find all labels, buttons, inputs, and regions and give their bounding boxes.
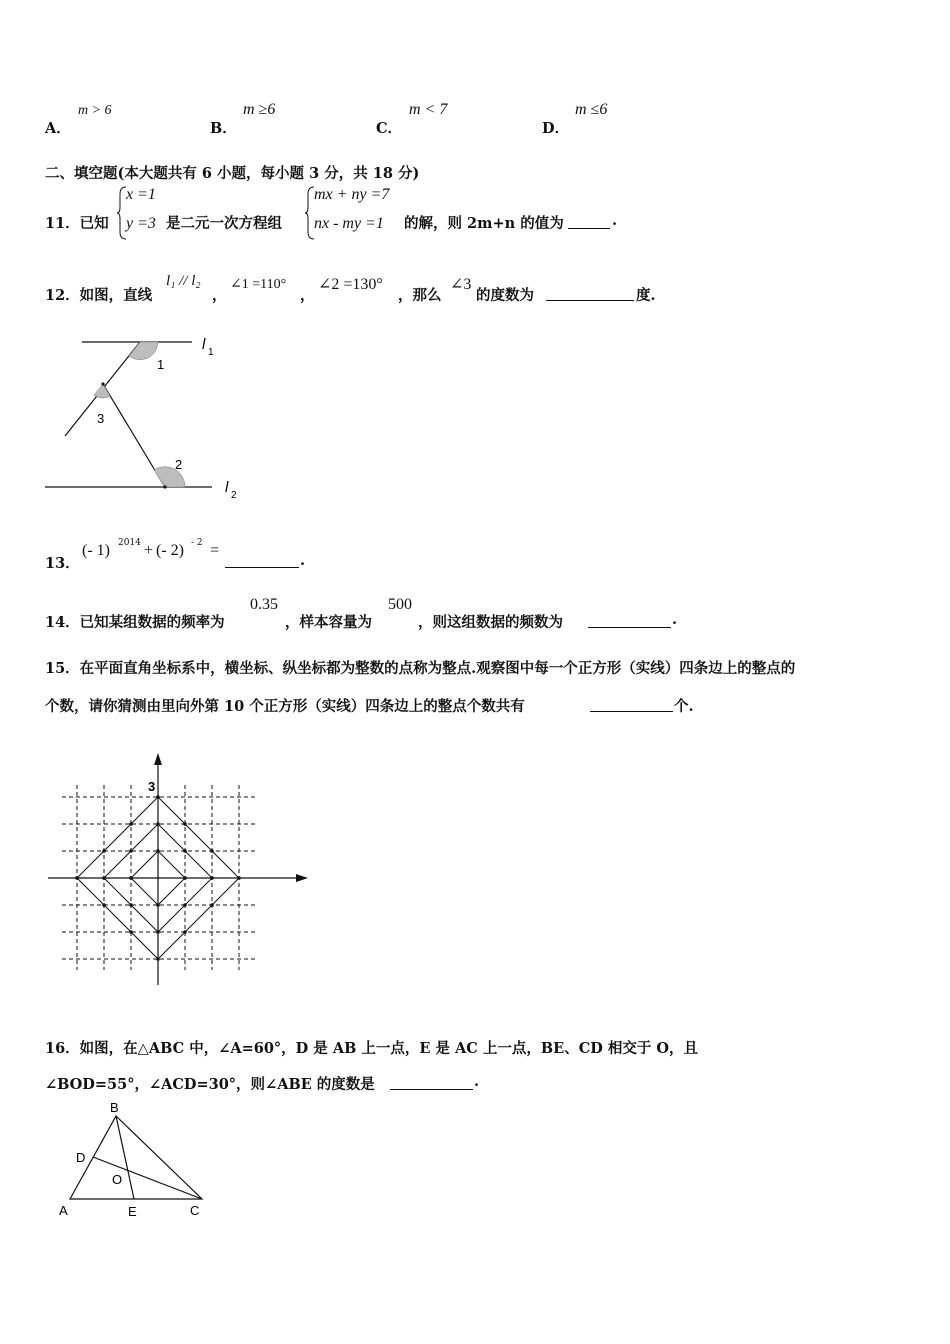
q12-label-l2-sub: 2 <box>231 490 237 501</box>
q11-mid-text: 是二元一次方程组 <box>166 215 282 232</box>
q16-label-d: D <box>76 1150 86 1165</box>
q13-plus: + <box>144 542 154 559</box>
q15-x-axis-arrow <box>296 874 308 882</box>
q15-line-1: 15．在平面直角坐标系中，横坐标、纵坐标都为整数的点称为整点.观察图中每一个正方形（实线）四条边上的整点的 <box>45 660 796 677</box>
option-b-expr: m ≥6 <box>243 101 276 118</box>
q13-answer-blank <box>225 553 299 568</box>
q15-y-axis-arrow <box>154 753 162 765</box>
q12-figure <box>40 330 250 505</box>
q13-number: 13． <box>45 555 80 572</box>
q14-text-tail: ，则这组数据的频数为 <box>418 614 563 631</box>
q11-end: . <box>612 212 618 229</box>
q14-end: . <box>672 611 678 628</box>
q14-text-pre: 14．已知某组数据的频率为 <box>45 614 225 631</box>
q12-label-3: 3 <box>97 411 105 426</box>
q11-sys1-line2: y =3 <box>126 215 156 232</box>
q16-end: . <box>474 1073 480 1090</box>
q16-answer-blank <box>390 1075 473 1090</box>
q16-segment-cd <box>93 1157 202 1199</box>
q13-end: . <box>300 552 306 569</box>
q12-label-l2: l <box>225 479 229 496</box>
option-d-expr: m ≤6 <box>575 101 608 118</box>
q12-vertex-point <box>101 382 104 385</box>
q12-mid-text: ，那么 <box>398 287 442 304</box>
q12-label-l1-sub: 1 <box>208 347 214 358</box>
q12-l2-point <box>163 485 166 488</box>
q12-answer-blank <box>546 286 634 301</box>
q16-label-a: A <box>59 1203 68 1218</box>
option-b-letter: B． <box>210 120 237 137</box>
q16-line-2: ∠BOD=55°，∠ACD=30°，则∠ABE 的度数是 <box>45 1076 375 1093</box>
q13-exponent-1: 2014 <box>118 538 141 548</box>
q12-label-l1: l <box>202 336 206 353</box>
option-c-letter: C． <box>376 120 403 137</box>
q13-base-2: (- 2) <box>156 542 184 559</box>
q12-label-1: 1 <box>157 357 165 372</box>
q16-label-e: E <box>128 1204 137 1219</box>
q15-axis-label-3: 3 <box>148 779 156 794</box>
option-a-letter: A． <box>45 120 71 137</box>
q12-angle-1-mark <box>129 342 158 360</box>
q13-equals: = <box>210 542 220 559</box>
q12-angle-3: ∠3 <box>450 276 472 293</box>
q16-line-1: 16．如图，在△ABC 中，∠A=60°，D 是 AB 上一点，E 是 AC 上一点，BE、CD 相交于 O，且 <box>45 1040 699 1057</box>
q12-parallel-expr: l₁ // l₂ <box>166 273 201 289</box>
q16-figure <box>50 1098 220 1223</box>
option-a-expr: m > 6 <box>78 103 112 118</box>
q15-end: 个. <box>674 698 694 715</box>
q12-comma-1: ， <box>212 287 227 304</box>
q12-label-2: 2 <box>175 457 183 472</box>
q12-angle-2: ∠2 =130° <box>318 276 383 293</box>
q15-line-2: 个数，请你猜测由里向外第 10 个正方形（实线）四条边上的整点个数共有 <box>45 698 525 715</box>
section-2-title: 二、填空题(本大题共有 6 小题，每小题 3 分，共 18 分) <box>45 165 420 182</box>
q14-answer-blank <box>588 613 671 628</box>
q14-sample-size: 500 <box>388 596 412 613</box>
q11-sys1-line1: x =1 <box>126 186 156 203</box>
q15-answer-blank <box>590 697 673 712</box>
q11-tail-text: 的解，则 2m+n 的值为 <box>404 215 564 232</box>
option-d-letter: D． <box>542 120 570 137</box>
q14-frequency: 0.35 <box>250 596 278 613</box>
q16-label-o: O <box>112 1172 123 1187</box>
q13-exponent-2: - 2 <box>191 538 203 548</box>
q12-end: 度. <box>636 287 656 304</box>
q12-comma-2: ， <box>300 287 315 304</box>
q11-number: 11．已知 <box>45 215 109 232</box>
q14-text-mid: ，样本容量为 <box>285 614 372 631</box>
q16-label-c: C <box>190 1203 200 1218</box>
q11-sys2-line1: mx + ny =7 <box>314 186 390 203</box>
q11-answer-blank <box>568 214 610 229</box>
q16-triangle-abc <box>70 1116 202 1199</box>
option-c-expr: m < 7 <box>409 101 448 118</box>
q12-tail-text: 的度数为 <box>476 287 534 304</box>
q15-figure <box>40 745 320 985</box>
q11-sys2-line2: nx - my =1 <box>314 215 384 232</box>
q13-base-1: (- 1) <box>82 542 110 559</box>
q16-label-b: B <box>110 1100 119 1115</box>
q12-number: 12．如图，直线 <box>45 287 153 304</box>
q12-angle-1: ∠1 =110° <box>230 277 287 292</box>
